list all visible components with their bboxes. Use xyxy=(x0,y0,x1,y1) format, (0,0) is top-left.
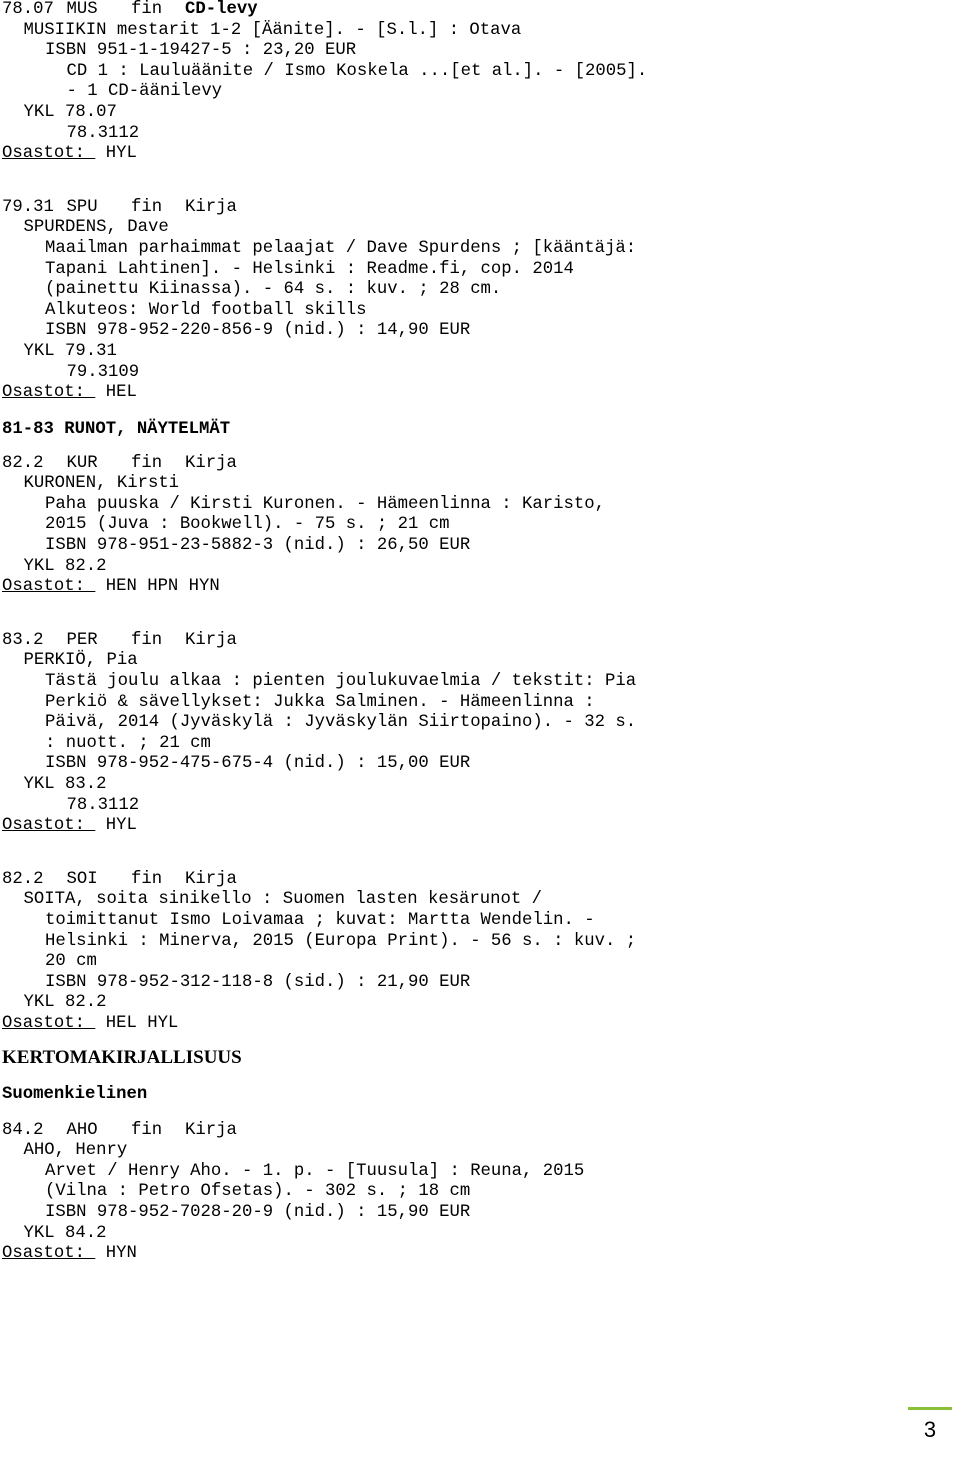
entry-class: 82.2 xyxy=(2,453,65,473)
entry-class: 83.2 xyxy=(2,630,65,650)
entry-line: SOITA, soita sinikello : Suomen lasten kesärunot / xyxy=(23,890,543,910)
osastot-value: HEL HYL xyxy=(95,1013,179,1033)
entry-line: YKL 84.2 xyxy=(23,1223,107,1243)
entry-line: (Vilna : Petro Ofsetas). - 302 s. ; 18 cm xyxy=(45,1182,471,1202)
osastot-value: HEN HPN HYN xyxy=(95,577,220,597)
entry-line: Tapani Lahtinen]. - Helsinki : Readme.fi, cop. 2014 xyxy=(45,259,574,279)
entry-header xyxy=(2,198,958,219)
osastot-separator xyxy=(85,1244,95,1263)
entries-block-3 xyxy=(2,1121,958,1265)
entry-line: MUSIIKIN mestarit 1-2 [Äänite]. - [S.l.] : Otava xyxy=(23,20,522,40)
entry-material-type: CD-levy xyxy=(185,0,258,19)
entry-header xyxy=(2,0,958,21)
catalog-entry xyxy=(2,198,958,404)
entry-class: 84.2 xyxy=(2,1120,65,1140)
entry-line: : nuott. ; 21 cm xyxy=(45,733,211,753)
entry-line: ISBN 978-952-475-675-4 (nid.) : 15,00 EUR xyxy=(45,754,471,774)
catalog-entry xyxy=(2,631,958,837)
entry-line: Perkiö & sävellykset: Jukka Salminen. - Hämeenlinna : xyxy=(45,692,595,712)
entry-line: Alkuteos: World football skills xyxy=(45,300,367,320)
entry-code: AHO xyxy=(66,1120,129,1140)
osastot-label: Osastot: xyxy=(2,144,85,164)
entry-osastot xyxy=(2,1014,958,1035)
entry-material-type: Kirja xyxy=(185,197,237,217)
entry-line: YKL 82.2 xyxy=(23,993,107,1013)
entry-line: toimittanut Ismo Loivamaa ; kuvat: Martta Wendelin. - xyxy=(45,910,595,930)
entry-osastot xyxy=(2,144,958,165)
entry-line: AHO, Henry xyxy=(23,1141,128,1161)
entry-language: fin xyxy=(131,630,183,650)
entry-gap xyxy=(2,598,958,631)
entry-material-type: Kirja xyxy=(185,630,237,650)
osastot-label: Osastot: xyxy=(2,383,85,403)
entry-line: ISBN 951-1-19427-5 : 23,20 EUR xyxy=(45,41,357,61)
entry-line: SPURDENS, Dave xyxy=(23,218,169,238)
entry-line: - 1 CD-äänilevy xyxy=(66,82,223,102)
entry-material-type: Kirja xyxy=(185,1120,237,1140)
osastot-value: HYL xyxy=(95,816,137,836)
entry-header xyxy=(2,870,958,891)
entry-line: Maailman parhaimmat pelaajat / Dave Spurdens ; [kääntäjä: xyxy=(45,238,637,258)
entry-line: Paha puuska / Kirsti Kuronen. - Hämeenlinna : Karisto, xyxy=(45,494,606,514)
entry-code: KUR xyxy=(66,453,129,473)
osastot-separator xyxy=(85,383,95,402)
entry-language: fin xyxy=(131,869,183,889)
section-heading-runot: 81-83 RUNOT, NÄYTELMÄT xyxy=(2,419,231,439)
entry-line: 2015 (Juva : Bookwell). - 75 s. ; 21 cm xyxy=(45,515,450,535)
osastot-separator xyxy=(85,816,95,835)
subsection-heading-suomenkielinen: Suomenkielinen xyxy=(2,1084,148,1104)
osastot-value: HEL xyxy=(95,383,137,403)
entry-header xyxy=(2,454,958,475)
entry-line: (painettu Kiinassa). - 64 s. : kuv. ; 28 cm. xyxy=(45,280,502,300)
entries-block-1 xyxy=(2,0,958,404)
osastot-label: Osastot: xyxy=(2,1244,85,1264)
entry-line: Päivä, 2014 (Jyväskylä : Jyväskylän Siirtopaino). - 32 s. xyxy=(45,713,637,733)
entry-line: YKL 79.31 xyxy=(23,341,117,361)
osastot-label: Osastot: xyxy=(2,1013,85,1033)
entry-line: YKL 83.2 xyxy=(23,775,107,794)
entry-line: ISBN 978-952-312-118-8 (sid.) : 21,90 EUR xyxy=(45,972,471,992)
entry-material-type: Kirja xyxy=(185,869,237,889)
entry-material-type: Kirja xyxy=(185,453,237,473)
entry-class: 82.2 xyxy=(2,869,65,889)
entry-osastot xyxy=(2,383,958,404)
entry-gap xyxy=(2,837,958,870)
osastot-separator xyxy=(85,1014,95,1033)
catalog-entry xyxy=(2,0,958,165)
entry-code: PER xyxy=(66,630,129,650)
entry-header xyxy=(2,1121,958,1142)
entry-line: YKL 82.2 xyxy=(23,556,107,576)
entry-line: Helsinki : Minerva, 2015 (Europa Print). - 56 s. : kuv. ; xyxy=(45,931,637,951)
catalog-entry xyxy=(2,1121,958,1265)
entry-class: 79.31 xyxy=(2,197,65,217)
entry-osastot xyxy=(2,577,958,598)
osastot-separator xyxy=(85,144,95,163)
entry-line: PERKIÖ, Pia xyxy=(23,651,138,671)
catalog-entry xyxy=(2,454,958,598)
entry-line: ISBN 978-952-220-856-9 (nid.) : 14,90 EUR xyxy=(45,321,471,341)
entry-gap xyxy=(2,165,958,198)
entry-code: SOI xyxy=(66,869,129,889)
entry-code: MUS xyxy=(66,0,129,19)
section-heading-kertomakirjallisuus: KERTOMAKIRJALLISUUS xyxy=(2,1046,242,1068)
entry-language: fin xyxy=(131,453,183,473)
entry-header xyxy=(2,631,958,652)
entry-class: 78.07 xyxy=(2,0,65,19)
entry-code: SPU xyxy=(66,197,129,217)
entry-osastot xyxy=(2,816,958,837)
entry-language: fin xyxy=(131,1120,183,1140)
entry-line: KURONEN, Kirsti xyxy=(23,474,180,494)
osastot-label: Osastot: xyxy=(2,577,85,597)
catalog-page xyxy=(2,0,958,1265)
entry-osastot xyxy=(2,1244,958,1265)
entry-line: YKL 78.07 xyxy=(23,102,117,122)
entry-line: ISBN 978-951-23-5882-3 (nid.) : 26,50 EUR xyxy=(45,536,471,556)
page-number: 3 xyxy=(908,1407,952,1450)
entry-line: 20 cm xyxy=(45,952,97,972)
catalog-entry xyxy=(2,870,958,1035)
osastot-separator xyxy=(85,577,95,596)
entry-language: fin xyxy=(131,0,183,19)
osastot-label: Osastot: xyxy=(2,816,85,836)
entry-line: Tästä joulu alkaa : pienten joulukuvaelmia / tekstit: Pia xyxy=(45,672,637,692)
entry-line: CD 1 : Lauluäänite / Ismo Koskela ...[et al.]. - [2005]. xyxy=(66,61,648,81)
entry-line: 78.3112 xyxy=(66,123,140,143)
entry-line: ISBN 978-952-7028-20-9 (nid.) : 15,90 EUR xyxy=(45,1202,471,1222)
osastot-value: HYN xyxy=(95,1244,137,1264)
entry-language: fin xyxy=(131,197,183,217)
entries-block-2 xyxy=(2,454,958,1035)
entry-line: Arvet / Henry Aho. - 1. p. - [Tuusula] : Reuna, 2015 xyxy=(45,1161,585,1181)
entry-line: 78.3112 xyxy=(66,795,140,815)
entry-line: 79.3109 xyxy=(66,362,140,382)
osastot-value: HYL xyxy=(95,144,137,164)
